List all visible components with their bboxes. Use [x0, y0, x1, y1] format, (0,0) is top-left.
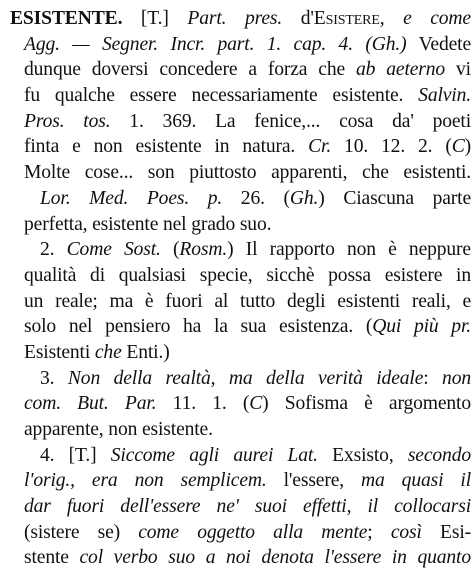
text-line-3 [10, 57, 471, 83]
text-run: stente [24, 547, 80, 569]
text-run: 4. [T.] [40, 444, 111, 466]
text-run: come oggetto alla mente [138, 521, 368, 543]
text-run: Esistenti [24, 341, 95, 363]
text-line-20 [10, 494, 471, 520]
text-line-4 [10, 83, 471, 109]
text-run: finta e non esistente in natura. [24, 136, 309, 158]
text-run: Enti.) [121, 341, 170, 363]
text-run: Esi- [421, 521, 471, 543]
text-line-21 [10, 520, 471, 546]
text-run: così [390, 521, 422, 543]
text-run: [T.] [122, 8, 188, 29]
text-run: un reale; ma è fuori al tutto degli esistenti reali, e [24, 290, 471, 312]
text-line-8 [10, 186, 471, 212]
text-run: 3. [40, 367, 68, 389]
text-run: ( [160, 239, 180, 261]
text-run: 11. 1. ( [156, 393, 250, 415]
text-run: ma quasi il [361, 470, 471, 492]
text-run: secondo [407, 444, 471, 466]
text-run: (sistere se) [24, 521, 139, 543]
text-line-14 [10, 340, 471, 366]
text-line-9 [10, 212, 471, 238]
text-line-11 [10, 263, 471, 289]
text-run: Part. pres. [187, 8, 283, 29]
text-run: Siccome agli aurei Lat. [110, 444, 318, 466]
text-run: dar fuori dell'essere ne' suoi effetti, il collocarsi [24, 496, 471, 518]
text-run: 1. 369. La fenice,... cosa da' poeti [110, 110, 471, 132]
text-run: d' [282, 8, 314, 29]
text-run: solo nel pensiero ha la sua esistenza. ( [24, 316, 373, 338]
text-run: ) Sofisma è argomento [262, 393, 471, 415]
text-line-19 [10, 468, 471, 494]
text-run: Esistere [313, 8, 380, 29]
text-line-10 [10, 237, 471, 263]
text-run: Molte cose... son piuttosto apparenti, che esistenti. [24, 162, 471, 184]
text-run: Agg. — Segner. Incr. part. 1. cap. 4. (Gh.) [24, 33, 407, 55]
text-line-13 [10, 314, 471, 340]
text-line-16 [10, 391, 471, 417]
text-run: ESISTENTE. [10, 8, 123, 29]
text-run: l'essere, [266, 470, 362, 492]
text-run: Lor. Med. Poes. p. [40, 187, 223, 209]
text-line-6 [10, 134, 471, 160]
text-run: 26. ( [222, 187, 290, 209]
text-run: qualità di qualsiasi specie, sicchè possa esistere in [24, 264, 471, 286]
text-run: che [94, 341, 122, 363]
text-run: vi [445, 59, 471, 81]
text-run: fu qualche essere necessariamente esistente. [24, 85, 419, 107]
text-line-17 [10, 417, 471, 443]
text-run: com. But. Par. [24, 393, 157, 415]
text-run: Gh. [289, 187, 319, 209]
text-run: 2. [40, 239, 67, 261]
text-run: Rosm. [179, 239, 228, 261]
text-run: C [249, 393, 263, 415]
text-run: 10. 12. 2. ( [331, 136, 452, 158]
text-run: Salvin. [418, 85, 471, 107]
text-line-5 [10, 109, 471, 135]
text-run: ab aeterno [356, 59, 446, 81]
text-run: Come Sost. [66, 239, 161, 261]
text-run: apparente, non esistente. [24, 419, 213, 440]
text-run: col verbo suo a noi denota l'essere in quanto [79, 547, 471, 569]
text-run: C [451, 136, 465, 158]
text-run: Pros. tos. [24, 110, 111, 132]
text-run: Non della realtà, ma della verità ideale [67, 367, 424, 389]
text-run: non [442, 367, 471, 389]
text-line-1 [10, 6, 471, 32]
text-line-15 [10, 366, 471, 392]
text-run: Exsisto, [317, 444, 408, 466]
text-run: Vedete [406, 33, 471, 55]
text-run: ) Ciascuna parte [318, 187, 472, 209]
text-run: ; [367, 521, 391, 543]
text-line-18 [10, 443, 471, 469]
text-run: Cr. [308, 136, 332, 158]
text-run: ) [464, 136, 471, 158]
text-run: ) Il rapporto non è neppure [227, 239, 471, 261]
text-line-22 [10, 545, 471, 571]
text-run: dunque doversi concedere a forza che [24, 59, 357, 81]
text-line-12 [10, 289, 471, 315]
text-run: l'orig., era non semplicem. [24, 470, 267, 492]
text-run: , e come [379, 8, 471, 29]
text-line-2 [10, 32, 471, 58]
text-line-7 [10, 160, 471, 186]
text-run: : [423, 367, 443, 389]
text-run: perfetta, esistente nel grado suo. [24, 213, 272, 235]
text-run: Qui più pr. [372, 316, 471, 338]
